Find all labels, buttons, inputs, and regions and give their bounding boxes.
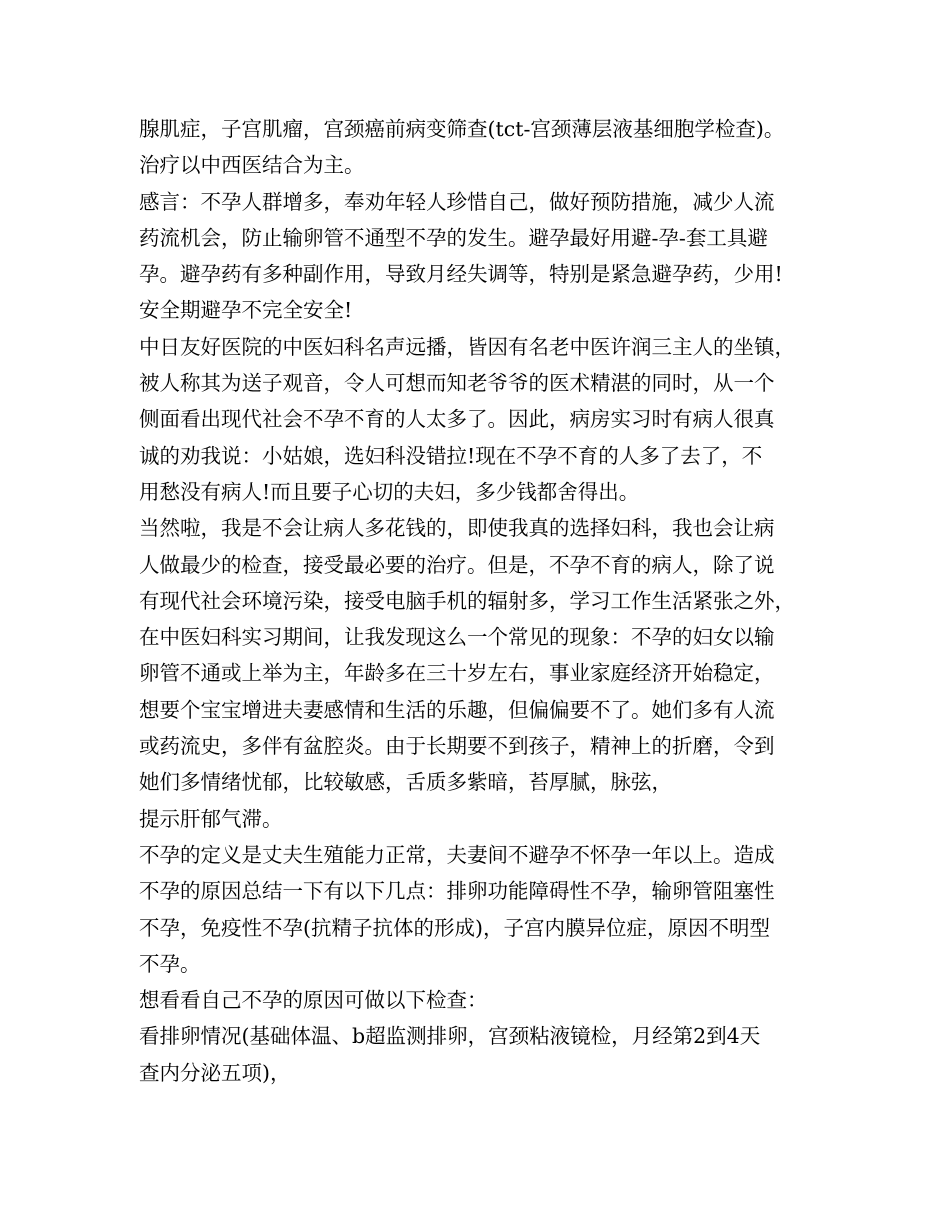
text-line: 中日友好医院的中医妇科名声远播，皆因有名老中医许润三主人的坐镇， xyxy=(139,334,795,359)
text-line: 提示肝郁气滞。 xyxy=(139,806,283,831)
text-line: 不孕，免疫性不孕(抗精子抗体的形成)，子宫内膜异位症，原因不明型 xyxy=(139,915,770,940)
text-line: 感言：不孕人群增多，奉劝年轻人珍惜自己，做好预防措施，减少人流 xyxy=(139,189,775,214)
text-line: 人做最少的检查，接受最必要的治疗。但是，不孕不育的病人，除了说 xyxy=(139,552,775,577)
text-line: 孕。避孕药有多种副作用，导致月经失调等，特别是紧急避孕药，少用! xyxy=(139,262,783,287)
text-line: 用愁没有病人!而且要子心切的夫妇，多少钱都舍得出。 xyxy=(139,479,640,504)
text-line: 想要个宝宝增进夫妻感情和生活的乐趣，但偏偏要不了。她们多有人流 xyxy=(139,697,775,722)
text-line: 治疗以中西医结合为主。 xyxy=(139,153,365,178)
text-line: 被人称其为送子观音，令人可想而知老爷爷的医术精湛的同时，从一个 xyxy=(139,371,775,396)
body-text xyxy=(139,111,839,1091)
text-line: 或药流史，多伴有盆腔炎。由于长期要不到孩子，精神上的折磨，令到 xyxy=(139,734,775,759)
text-line: 腺肌症，子宫肌瘤，宫颈癌前病变筛查(tct-宫颈薄层液基细胞学检查)。 xyxy=(139,117,785,141)
text-line: 看排卵情况(基础体温、b超监测排卵，宫颈粘液镜检，月经第2到4天 xyxy=(139,1024,761,1049)
text-line: 不孕的原因总结一下有以下几点：排卵功能障碍性不孕，输卵管阻塞性 xyxy=(139,879,775,904)
text-line: 药流机会，防止输卵管不通型不孕的发生。避孕最好用避-孕-套工具避 xyxy=(139,225,768,250)
text-line: 查内分泌五项)， xyxy=(139,1060,291,1085)
text-line: 安全期避孕不完全安全! xyxy=(139,298,353,323)
text-line: 她们多情绪忧郁，比较敏感，舌质多紫暗，苔厚腻，脉弦， xyxy=(139,770,672,795)
text-line: 当然啦，我是不会让病人多花钱的，即使我真的选择妇科，我也会让病 xyxy=(139,516,775,541)
text-line: 在中医妇科实习期间，让我发现这么一个常见的现象：不孕的妇女以输 xyxy=(139,625,775,650)
text-line: 想看看自己不孕的原因可做以下检查： xyxy=(139,988,488,1013)
text-line: 卵管不通或上举为主，年龄多在三十岁左右，事业家庭经济开始稳定， xyxy=(139,661,775,686)
text-line: 不孕。 xyxy=(139,951,201,976)
text-line: 诚的劝我说：小姑娘，选妇科没错拉!现在不孕不育的人多了去了，不 xyxy=(139,443,763,468)
text-line: 有现代社会环境污染，接受电脑手机的辐射多，学习工作生活紧张之外， xyxy=(139,588,795,613)
text-line: 不孕的定义是丈夫生殖能力正常，夫妻间不避孕不怀孕一年以上。造成 xyxy=(139,842,775,867)
text-line: 侧面看出现代社会不孕不育的人太多了。因此，病房实习时有病人很真 xyxy=(139,407,775,432)
